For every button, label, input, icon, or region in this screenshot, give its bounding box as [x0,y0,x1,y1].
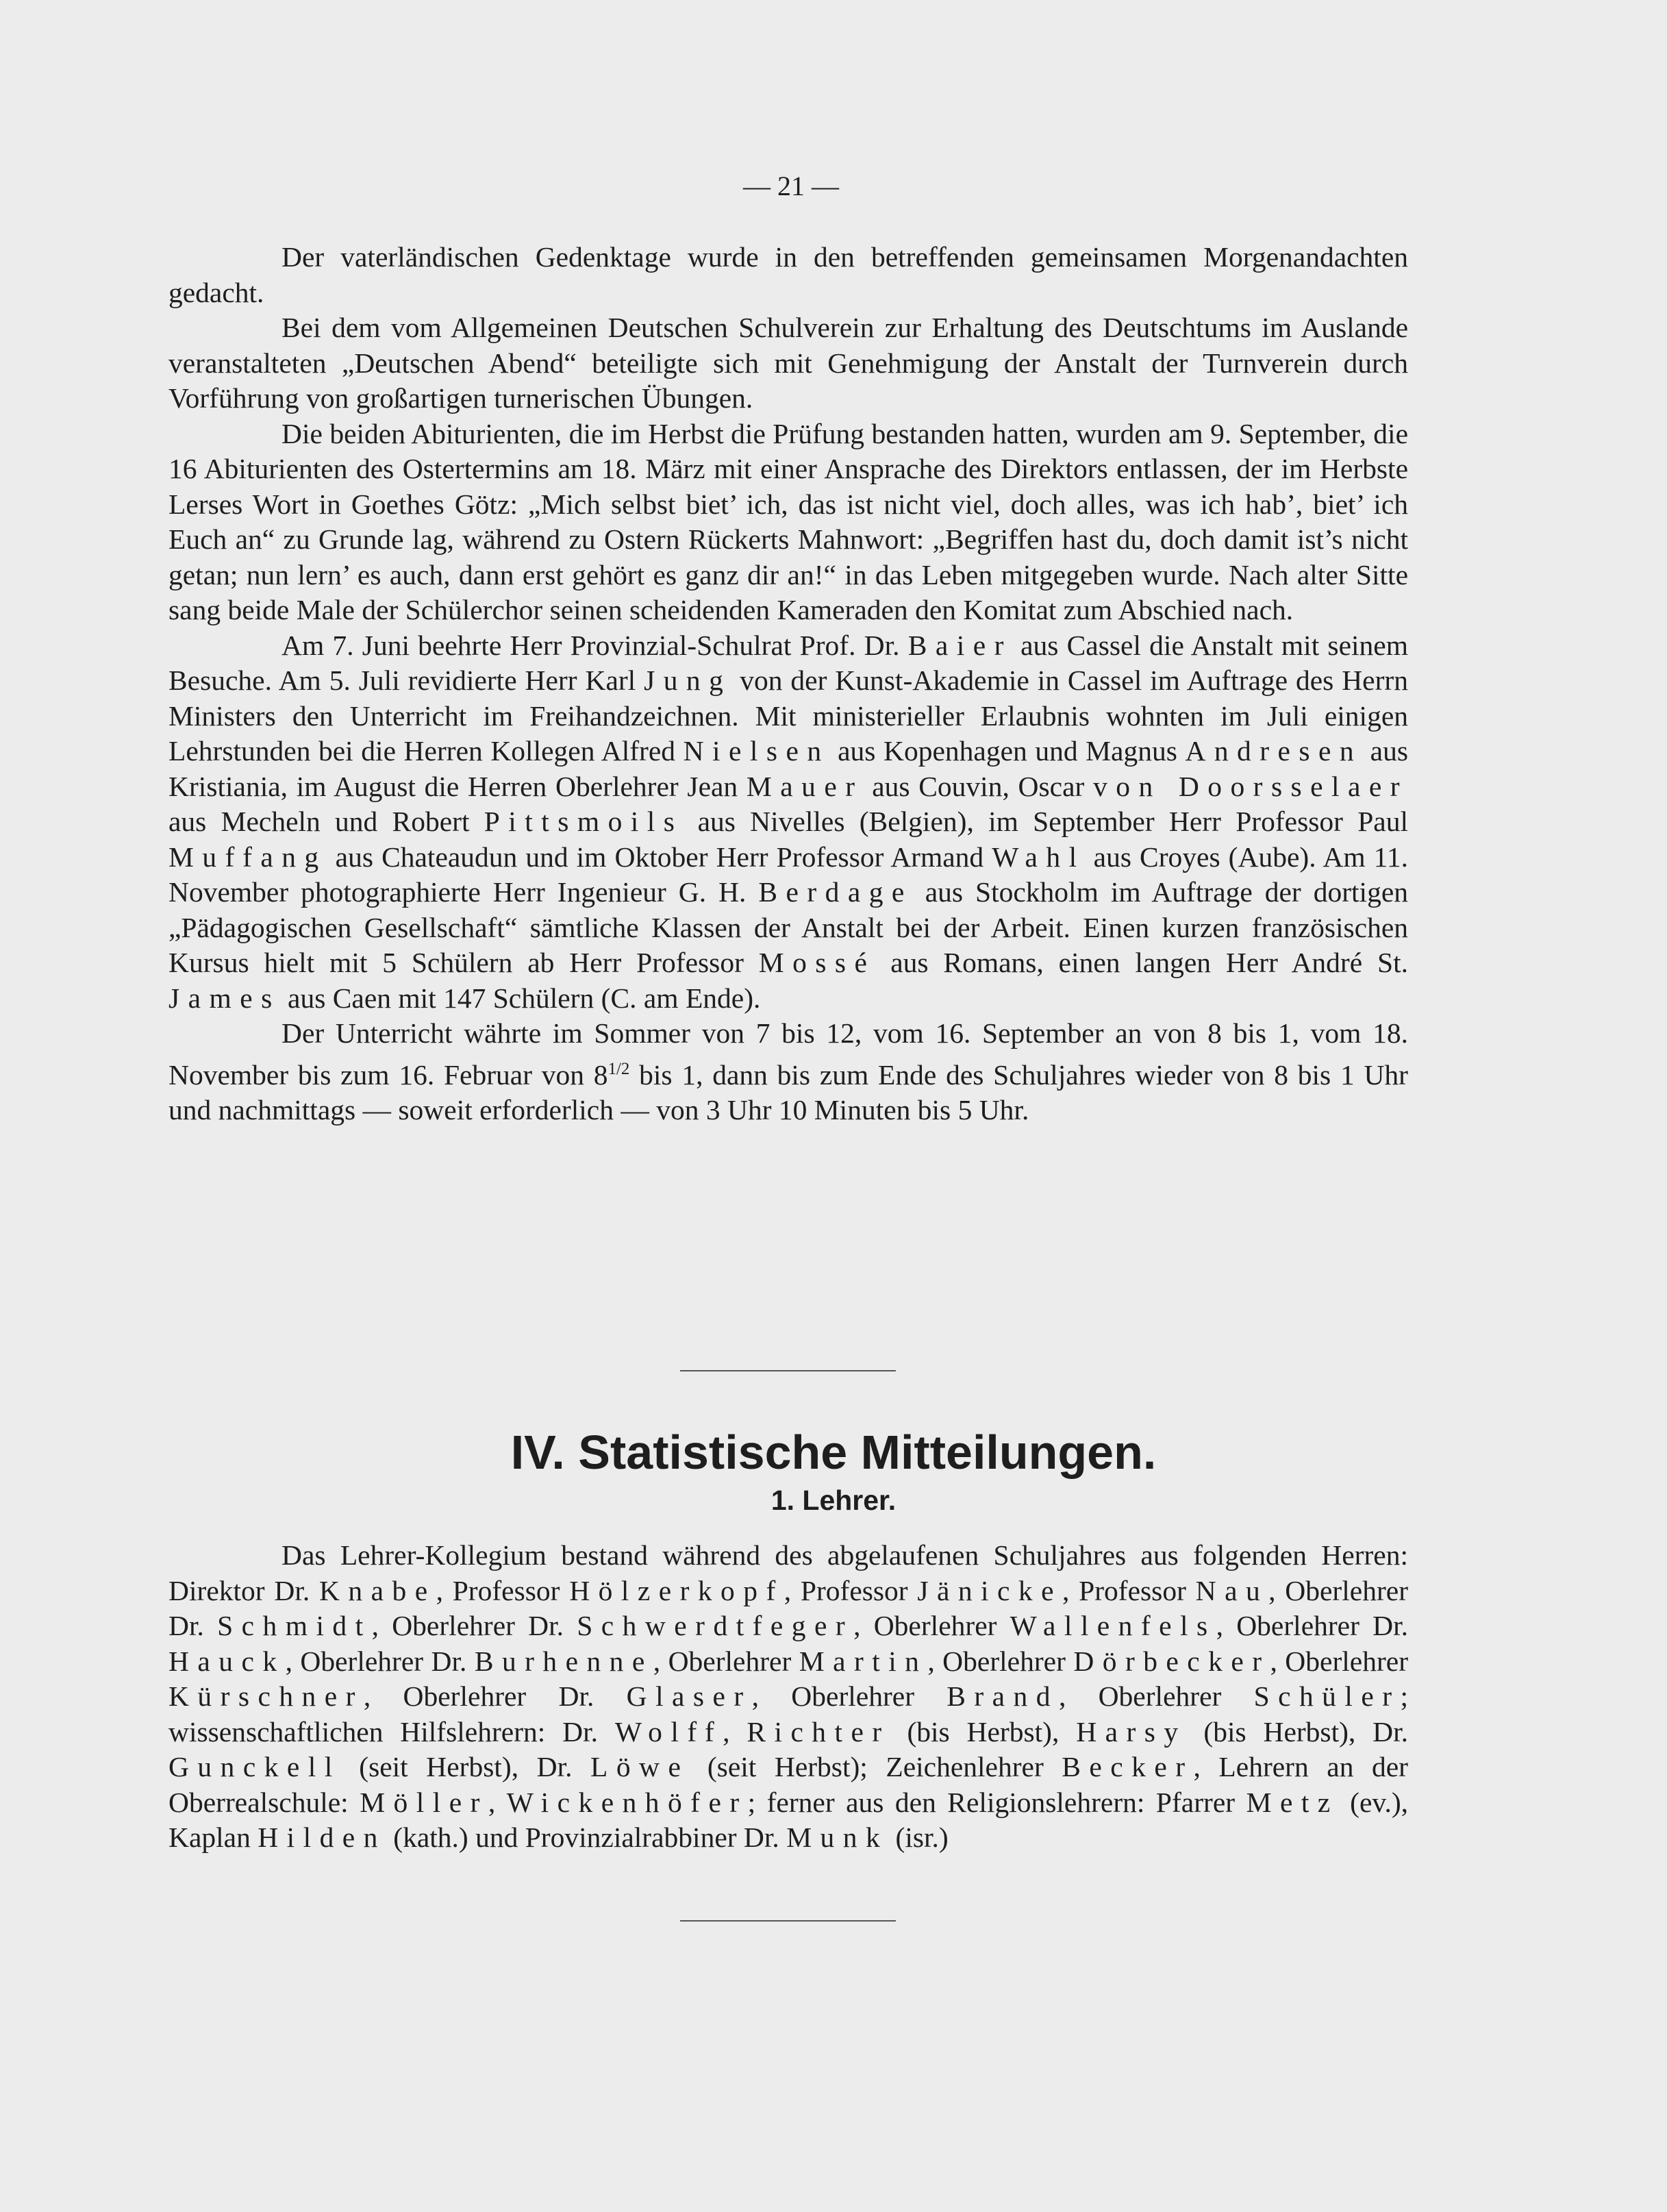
spaced-name: Jung [644,664,732,696]
text-run: ; ferner aus den Religionslehrern: Pfarrer [747,1786,1246,1818]
text-run: Am 7. Juni beehrte Herr Provinzial-Schulrat Prof. Dr. [281,629,908,661]
spaced-name: Glaser [626,1680,752,1712]
text-run: , Oberlehrer [1058,1680,1254,1712]
spaced-name: Hilden [258,1822,386,1853]
body-text-school-events [168,240,1408,1128]
spaced-name: Muffang [168,841,327,873]
text-run: , Lehrern an der Oberrealschule: [168,1751,1408,1818]
spaced-name: Becker [1062,1751,1194,1782]
text-run: (kath.) und Provinzialrabbiner Dr. [386,1822,787,1853]
text-run: (bis Herbst), Dr. [1186,1715,1409,1748]
spaced-name: Harsy [1076,1715,1187,1748]
spaced-name: James [168,982,281,1014]
spaced-name: Schwerdtfeger [577,1610,854,1641]
spaced-name: Burhenne [474,1645,653,1677]
text-run: Bei dem vom Allgemeinen Deutschen Schulverein zur Erhaltung des Deutschtums im Auslande veranstalteten „Deutschen Abend“ beteiligte sich mit Genehmigung der Anstalt der Turnverein durch Vorführung von großartigen turnerischen Übungen. [168,312,1408,414]
text-run: , Oberlehrer [853,1610,1010,1641]
spaced-name: Schmidt [217,1610,372,1641]
spaced-name: Brand [947,1680,1059,1712]
spaced-name: Martin [799,1645,928,1677]
text-run: (seit Herbst); Zeichenlehrer [689,1751,1062,1782]
paragraph [168,628,1408,1017]
spaced-name: Dörbecker [1073,1645,1270,1677]
spaced-name: Metz [1246,1786,1339,1818]
spaced-name: Hauck [168,1645,286,1677]
text-run: , Oberlehrer Dr. [363,1680,627,1712]
spaced-name: Jänicke [917,1574,1062,1606]
spaced-name: Mauer [746,770,864,802]
text-run: , Oberlehrer [751,1680,947,1712]
fraction: 1/2 [607,1059,630,1078]
text-run: aus Caen mit 147 Schülern (C. am Ende). [280,982,761,1014]
spaced-name: Mossé [758,947,876,978]
text-run: , Oberlehrer Dr. [1216,1610,1409,1641]
spaced-name: Richter [747,1715,890,1748]
text-run: (seit Herbst), Dr. [340,1751,591,1782]
spaced-name: Nau [1195,1574,1269,1606]
text-run: aus Stockholm im Auftrage der dortigen „Pädagogischen Gesellschaft“ sämtliche Klassen der Anstalt bei der Arbeit. Einen kurzen französischen Kursus hielt mit 5 Schülern ab Herr Professor [168,876,1408,978]
text-run: Das Lehrer-Kollegium bestand während des abgelaufenen Schuljahres aus folgenden Herren: Direktor Dr. [168,1539,1408,1606]
spaced-name: Wallenfels [1010,1610,1216,1641]
text-run: , Oberlehrer [927,1645,1074,1677]
spaced-name: Wickenhöfer [506,1786,748,1818]
text-run: (bis Herbst), [890,1715,1077,1748]
body-text-teachers [168,1538,1408,1856]
text-run: Die beiden Abiturienten, die im Herbst die Prüfung bestanden hatten, wurden am 9. September, die 16 Abiturienten des Ostertermins am 18. März mit einer Ansprache des Direktors entlassen, der im Herbste Lerses Wort in Goethes Götz: „Mich selbst biet’ ich, das ist nicht viel, doch alles, was ich hab’, biet’ ich Euch an“ zu Grunde lag, während zu Ostern Rückerts Mahnwort: „Begriffen hast du, doch damit ist’s nicht getan; nun lern’ es auch, dann erst gehört es ganz dir an!“ in das Leben mitgegeben wurde. Nach alter Sitte sang beide Male der Schülerchor seinen scheidenden Kameraden den Komitat zum Abschied nach. [168,417,1408,625]
spaced-name: von Doorsselaer [1093,770,1409,802]
section-heading: IV. Statistische Mitteilungen. [510,1426,1157,1479]
text-run: , Professor [1062,1574,1196,1606]
text-run: aus Couvin, Oscar [863,770,1094,802]
spaced-name: Möller [360,1786,488,1818]
paragraph [168,240,1408,310]
text-run: aus Mecheln und Robert [168,806,484,837]
text-run: ; wissenschaftlichen Hilfslehrern: Dr. [168,1680,1409,1748]
spaced-name: Nielsen [683,735,830,767]
text-run: aus Chateaudun und im Oktober Herr Professor Armand [327,841,992,873]
text-run: , Professor [436,1574,570,1606]
spaced-name: Wolff [614,1715,723,1748]
text-run: aus Croyes (Aube). Am 11. November photographierte Herr Ingenieur G. H. [168,841,1408,908]
section-divider [680,1370,896,1371]
text-run: Der vaterländischen Gedenktage wurde in den betreffenden gemeinsamen Morgenandachten gedacht. [168,241,1408,308]
spaced-name: Hölzerkopf [569,1574,784,1606]
spaced-name: Schüler [1253,1680,1401,1712]
text-run: , [723,1715,747,1748]
text-run: (isr.) [888,1822,949,1853]
spaced-name: Gunckell [168,1751,341,1782]
spaced-name: Löwe [590,1751,690,1782]
text-run: Der Unterricht währte im Sommer von 7 bis 12, vom 16. September an von 8 bis 1, vom 18. November bis zum 16. Februar von 8 [168,1017,1408,1091]
spaced-name: Kürschner [168,1680,364,1712]
paragraph [168,417,1408,628]
text-run: (ev.), Kaplan [168,1786,1409,1853]
spaced-name: Wahl [992,841,1086,873]
text-run: , Oberlehrer [653,1645,799,1677]
spaced-name: Knabe [319,1574,436,1606]
text-run: , Oberlehrer [1270,1645,1409,1677]
paragraph [168,1538,1408,1856]
spaced-name: Pittsmoils [484,806,684,837]
spaced-name: Munk [786,1822,889,1853]
subsection-heading: 1. Lehrer. [770,1484,897,1516]
spaced-name: Andresen [1185,735,1363,767]
text-run: aus Nivelles (Belgien), im September Herr Professor Paul [683,806,1408,837]
text-run: , [488,1786,507,1818]
page-number: — 21 — [743,171,839,201]
text-run: , Professor [784,1574,918,1606]
text-run: aus Kopenhagen und Magnus [829,735,1186,767]
text-run: , Oberlehrer Dr. [285,1645,475,1677]
spaced-name: Baier [907,629,1012,661]
text-run: , Oberlehrer Dr. [371,1610,577,1641]
text-run: bis 1, dann bis zum Ende des Schuljahres wieder von 8 bis 1 Uhr und nachmittags — soweit erforderlich — von 3 Uhr 10 Minuten bis 5 Uhr. [168,1058,1408,1126]
text-run: aus Kristiania, im August die Herren Oberlehrer Jean [168,735,1408,802]
text-run: aus Cassel die Anstalt mit seinem Besuche. Am 5. Juli revidierte Herr Karl [168,629,1408,696]
end-divider [680,1920,896,1922]
paragraph [168,310,1408,417]
text-run: , Oberlehrer Dr. [168,1574,1409,1641]
spaced-name: Berdage [758,876,913,908]
text-run: von der Kunst-Akademie in Cassel im Auftrage des Herrn Ministers den Unterricht im Freihandzeichnen. Mit ministerieller Erlaubnis wohnten im Juli einigen Lehrstunden bei die Herren Kollegen Alfred [168,664,1408,767]
text-run: aus Romans, einen langen Herr André St. [875,947,1408,978]
paragraph [168,1016,1408,1128]
